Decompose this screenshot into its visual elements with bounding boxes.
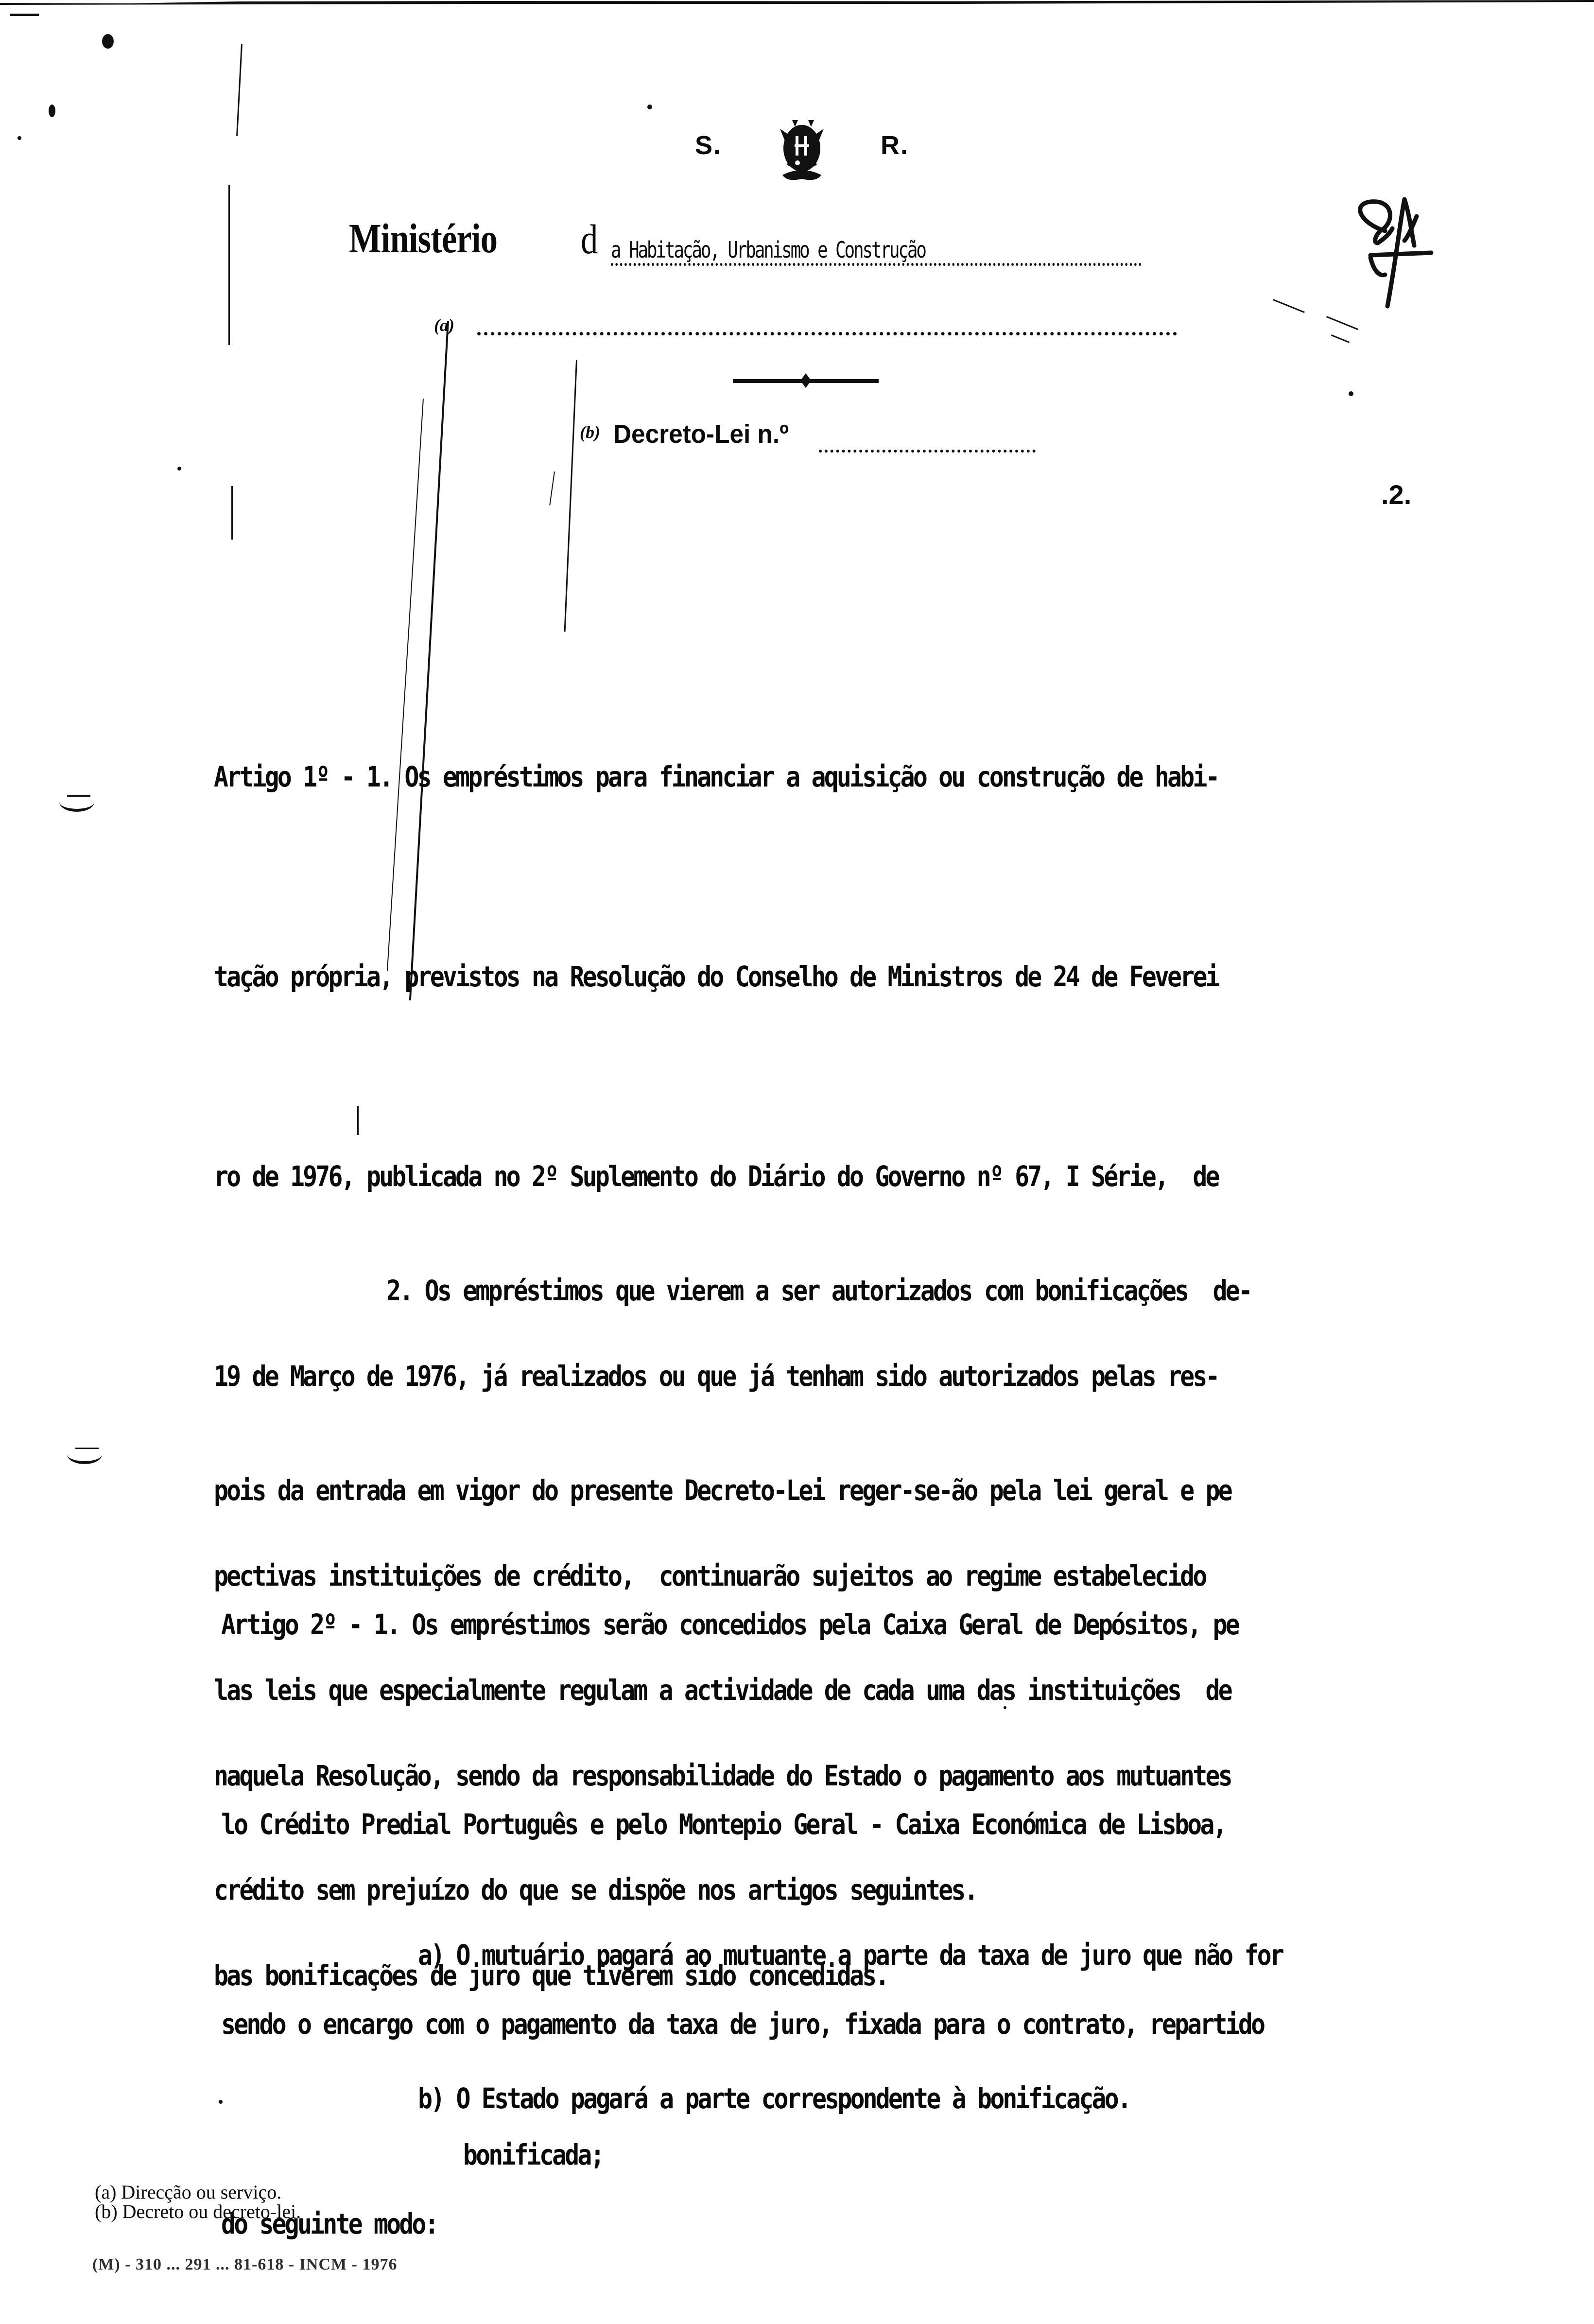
- decree-marker: (b): [580, 422, 600, 442]
- ink-spot: [177, 467, 181, 471]
- ministry-label: Ministério: [349, 215, 498, 262]
- diamond-ornament-icon: [800, 373, 811, 388]
- text-line: a) O mutuário pagará ao mutuante a parte da taxa de juro que não for: [418, 1939, 1282, 1972]
- field-a-line: [477, 332, 1177, 335]
- decree-number-line: [819, 450, 1036, 453]
- text-line: tação própria, previstos na Resolução do Conselho de Ministros de 24 de Feverei: [214, 960, 1218, 993]
- scan-top-edge: [0, 0, 1594, 5]
- scan-mark: [10, 14, 39, 16]
- pen-stroke: [228, 185, 230, 345]
- text-line: b) O Estado pagará a parte correspondente à bonificação.: [418, 2082, 1130, 2115]
- pen-stroke: [1331, 334, 1350, 343]
- footnote-a: (a) Direcção ou serviço.: [95, 2181, 282, 2203]
- text-line: pois da entrada em vigor do presente Decreto-Lei reger-se-ão pela lei geral e pe: [214, 1474, 1231, 1507]
- text-line: bonificada;: [463, 2138, 603, 2171]
- ink-spot: [1349, 391, 1353, 396]
- punch-hole-mark: [59, 792, 94, 812]
- field-a-marker: (a): [434, 315, 454, 335]
- ministry-prefix: d: [581, 216, 598, 262]
- ink-spot: [647, 105, 652, 109]
- text-line: 2. Os empréstimos que vierem a ser autorizados com bonificações de-: [386, 1274, 1251, 1307]
- letter-s: S.: [695, 131, 722, 160]
- text-line: sendo o encargo com o pagamento da taxa de juro, fixada para o contrato, repartido: [221, 2008, 1264, 2041]
- text-line: las leis que especialmente regulam a actividade de cada uma das instituições de: [214, 1674, 1231, 1707]
- text-line: naquela Resolução, sendo da responsabilidade do Estado o pagamento aos mutuantes: [214, 1759, 1231, 1792]
- coat-of-arms-icon: [765, 114, 838, 187]
- pen-stroke: [1273, 299, 1305, 313]
- punch-hole-mark: [67, 1445, 102, 1464]
- ministry-name: a Habitação, Urbanismo e Construção: [611, 237, 925, 263]
- ink-spot: [17, 136, 21, 140]
- ink-spot: [49, 105, 55, 117]
- printer-imprint: (M) - 310 ... 291 ... 81-618 - INCM - 1976: [92, 2255, 398, 2273]
- page-number: .2.: [1381, 479, 1412, 510]
- pen-stroke: [1326, 316, 1358, 330]
- text-line: 19 de Março de 1976, já realizados ou que já tenham sido autorizados pelas res-: [214, 1360, 1218, 1393]
- text-line: Artigo 1º - 1. Os empréstimos para financiar a aquisição ou construção de habi-: [214, 760, 1218, 793]
- decree-label: Decreto-Lei n.º: [613, 419, 789, 449]
- text-line: crédito sem prejuízo do que se dispõe nos artigos seguintes.: [214, 1873, 977, 1906]
- pen-stroke: [549, 472, 555, 506]
- article-2-item-b: [418, 1932, 1130, 2199]
- footnote-b: (b) Decreto ou decreto-lei.: [95, 2201, 301, 2222]
- handwritten-signature-icon: [1351, 194, 1448, 311]
- ink-spot: [102, 34, 114, 49]
- pen-stroke: [236, 44, 243, 136]
- text-line: Artigo 2º - 1. Os empréstimos serão concedidos pela Caixa Geral de Depósitos, pe: [221, 1608, 1238, 1641]
- text-line: pectivas instituições de crédito, continuarão sujeitos ao regime estabelecido: [214, 1559, 1206, 1592]
- letter-r: R.: [881, 131, 909, 160]
- pen-stroke: [564, 360, 577, 632]
- text-line: do seguinte modo:: [221, 2207, 437, 2240]
- text-line: lo Crédito Predial Português e pelo Montepio Geral - Caixa Económica de Lisboa,: [221, 1808, 1226, 1841]
- text-line: bas bonificações de juro que tiverem sido concedidas.: [214, 1959, 888, 1992]
- pen-stroke: [231, 486, 233, 540]
- text-line: ro de 1976, publicada no 2º Suplemento do Diário do Governo nº 67, I Série, de: [214, 1160, 1218, 1193]
- ministry-name-field: [611, 237, 1142, 266]
